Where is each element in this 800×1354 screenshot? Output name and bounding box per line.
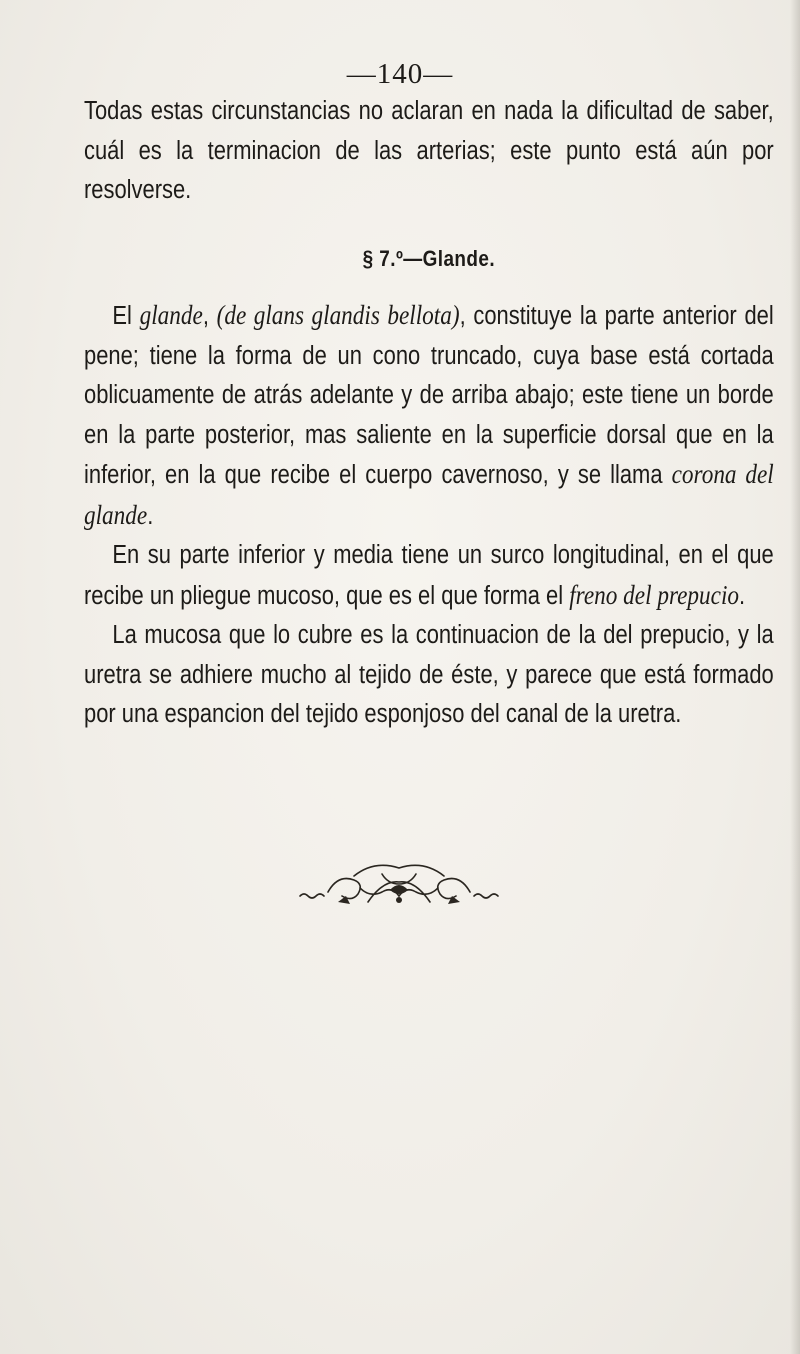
paragraph-3-end: . — [739, 581, 746, 610]
term-corona-del-glande: corona del glande — [84, 459, 774, 530]
paragraph-mucosa: La mucosa que lo cubre es la continuacion de la del prepucio, y la uretra se adhiere mucho al tejido de éste, y parece que está formado por una espancion del tejido esponjoso del canal de la uretra. — [84, 621, 774, 728]
section-heading: § 7.º—Glande. — [362, 245, 496, 271]
page-edge-shadow — [790, 0, 800, 1354]
paragraph-2-end: . — [147, 501, 154, 530]
term-freno-del-prepucio: freno del prepucio — [569, 579, 740, 610]
paragraph-2-body: , constituye la parte anterior del pene; tiene la forma de un cono truncado, cuya base está cortada oblicuamente de atrás adelante y de arriba abajo; este tiene un borde en la parte posterior, mas saliente en la superficie dorsal que en la inferior, en la que recibe el cuerpo cavernoso, y se llama — [84, 302, 774, 489]
page-number: —140— — [346, 58, 454, 90]
paragraph-2-sep: , — [202, 302, 217, 330]
paragraph-glande-definition — [84, 296, 774, 536]
paragraph-surco — [84, 536, 774, 616]
body-text — [84, 92, 774, 735]
decorative-ornament-icon — [298, 862, 500, 908]
etymology: (de glans glandis bellota) — [216, 300, 460, 330]
term-glande: glande — [139, 300, 203, 330]
paragraph-3-body: En su parte inferior y media tiene un surco longitudinal, en el que recibe un pliegue mucoso, que es el que forma el — [84, 541, 774, 610]
intro-paragraph: Todas estas circunstancias no aclaran en nada la dificultad de saber, cuál es la terminacion de las arterias; este punto está aún por resolverse. — [84, 97, 774, 204]
paragraph-2-start: El — [112, 302, 140, 330]
